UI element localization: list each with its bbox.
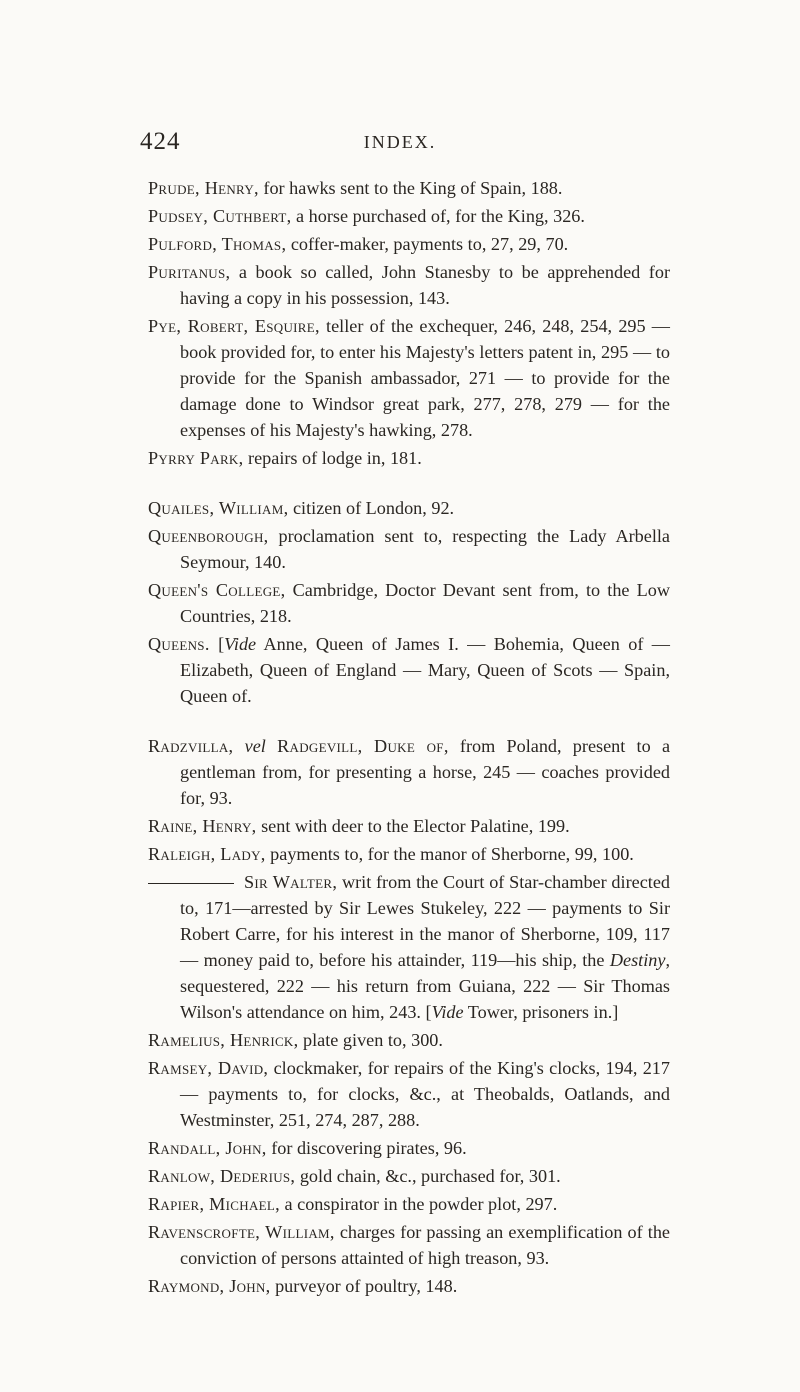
entry-heading: Raymond, John, [148, 1276, 271, 1296]
entry-heading: Ramsey, David, [148, 1058, 269, 1078]
entry-text: payments to, for the manor of Sherborne, 99, 100. [265, 844, 634, 864]
entry-heading: Ramelius, Henrick, [148, 1030, 299, 1050]
entry-heading: Pye, Robert, Esquire, [148, 316, 320, 336]
page-number: 424 [140, 128, 181, 155]
entry-vide: Vide [224, 634, 257, 654]
index-entry [148, 495, 670, 521]
entry-heading: Queenborough, [148, 526, 269, 546]
entry-heading: Ranlow, Dederius, [148, 1166, 296, 1186]
entry-heading: Pyrry Park, [148, 448, 244, 468]
entry-heading: Pulford, Thomas, [148, 234, 287, 254]
entry-text: a horse purchased of, for the King, 326. [291, 206, 585, 226]
index-entry [148, 313, 670, 443]
index-entry [148, 1191, 670, 1217]
ship-name: Destiny [609, 950, 666, 970]
index-entry [148, 1055, 670, 1133]
entry-heading: Randall, John, [148, 1138, 267, 1158]
index-entry [148, 631, 670, 709]
page-header [0, 128, 800, 158]
entry-heading: Sir Walter, [244, 872, 338, 892]
index-entry [148, 1163, 670, 1189]
entry-heading: Ravenscrofte, William, [148, 1222, 335, 1242]
entry-text: a book so called, John Stanesby to be apprehended for having a copy in his possession, 143. [180, 262, 670, 308]
entry-text: Anne, Queen of James I. — Bohemia, Queen of — Elizabeth, Queen of England — Mary, Queen of Scots — Spain, Queen of. [180, 634, 670, 706]
entry-heading: Raine, Henry, [148, 816, 257, 836]
entry-heading: Quailes, William, [148, 498, 289, 518]
index-entry [148, 1219, 670, 1271]
entry-text: , sequestered, 222 — his return from Guiana, 222 — Sir Thomas Wilson's attendance on him, 243. [ [180, 950, 670, 1022]
index-entries [148, 175, 670, 1299]
entry-vide: Vide [431, 1002, 464, 1022]
entry-text: teller of the exchequer, 246, 248, 254, 295 — book provided for, to enter his Majesty's letters patent in, 295 — to provide for the Spanish ambassador, 271 — to provide for the damage done to Windsor great park, 277, 278, 279 — for the expenses of his Majesty's hawking, 278. [180, 316, 670, 440]
index-entry [148, 445, 670, 471]
index-entry [148, 1273, 670, 1299]
entry-text: for hawks sent to the King of Spain, 188. [258, 178, 563, 198]
entry-heading: Queens. [148, 634, 210, 654]
index-entry [148, 1027, 670, 1053]
entry-text: coffer-maker, payments to, 27, 29, 70. [286, 234, 569, 254]
entry-vel: vel [244, 736, 266, 756]
entry-heading: Prude, Henry, [148, 178, 259, 198]
index-entry [148, 203, 670, 229]
entry-text: gold chain, &c., purchased for, 301. [295, 1166, 561, 1186]
index-entry [148, 577, 670, 629]
entry-text: purveyor of poultry, 148. [270, 1276, 458, 1296]
entry-heading: Rapier, Michael, [148, 1194, 280, 1214]
entry-bracket: [ [209, 634, 225, 654]
running-title: INDEX. [363, 132, 437, 152]
entry-text: from Poland, present to a gentleman from, for presenting a horse, 245 — coaches provided for, 93. [180, 736, 671, 808]
index-entry [148, 175, 670, 201]
entry-text: Cambridge, Doctor Devant sent from, to the Low Countries, 218. [180, 580, 670, 626]
entry-heading-alt: Radgevill, Duke of, [277, 736, 449, 756]
index-entry [148, 1135, 670, 1161]
entry-text: a conspirator in the powder plot, 297. [279, 1194, 558, 1214]
index-entry [148, 869, 670, 1025]
entry-text: plate given to, 300. [298, 1030, 443, 1050]
index-entry [148, 813, 670, 839]
entry-text: writ from the Court of Star-chamber directed to, 171—arrested by Sir Lewes Stukeley, 222 — payments to Sir Robert Carre, for his interest in the manor of Sherborne, 109, 117 — money paid to, before his attainder, 119—his ship, the [180, 872, 670, 970]
entry-heading: Pudsey, Cuthbert, [148, 206, 292, 226]
entry-text: Tower, prisoners in.] [463, 1002, 619, 1022]
entry-heading: Queen's College, [148, 580, 286, 600]
index-entry [148, 259, 670, 311]
entry-text: clockmaker, for repairs of the King's clocks, 194, 217 — payments to, for clocks, &c., at Theobalds, Oatlands, and Westminster, 251, 274, 287, 288. [180, 1058, 670, 1130]
entry-heading: Radzvilla, [148, 736, 234, 756]
entry-heading: Raleigh, Lady, [148, 844, 266, 864]
index-entry [148, 231, 670, 257]
entry-text: for discovering pirates, 96. [266, 1138, 467, 1158]
entry-text: sent with deer to the Elector Palatine, 199. [256, 816, 570, 836]
entry-text: charges for passing an exemplification of the conviction of persons attainted of high treason, 93. [180, 1222, 671, 1268]
entry-text: proclamation sent to, respecting the Lady Arbella Seymour, 140. [180, 526, 670, 572]
index-entry [148, 841, 670, 867]
entry-text: citizen of London, 92. [288, 498, 455, 518]
index-entry [148, 523, 670, 575]
entry-text: repairs of lodge in, 181. [243, 448, 422, 468]
ditto-dash [148, 883, 234, 884]
entry-heading: Puritanus, [148, 262, 231, 282]
index-entry [148, 733, 670, 811]
